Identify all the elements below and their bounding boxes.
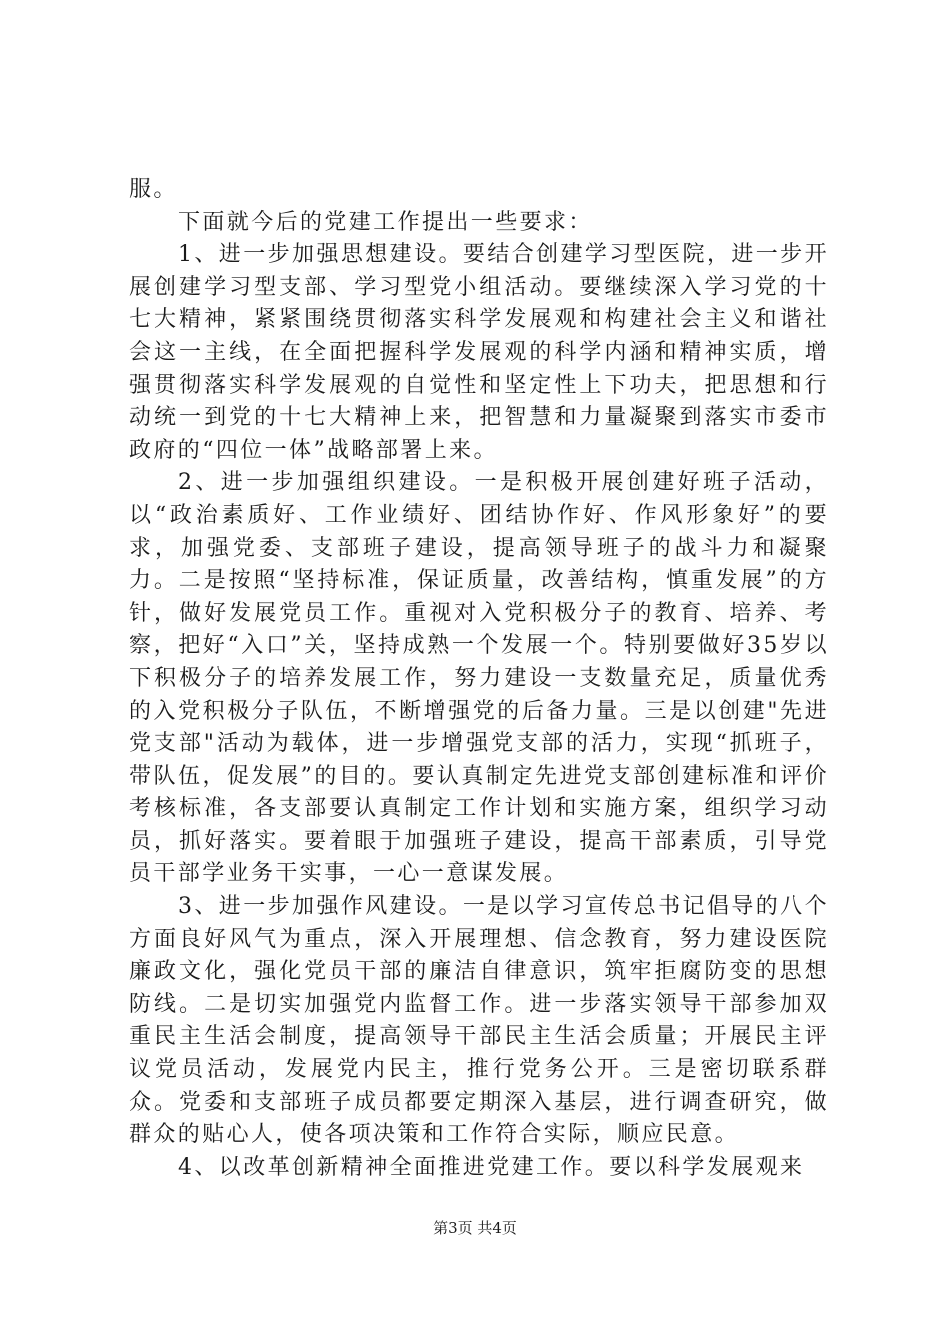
- document-body: [129, 174, 829, 1184]
- paragraph-continuation: 服。: [129, 177, 178, 202]
- paragraph-organizational-building: 2、进一步加强组织建设。一是积极开展创建好班子活动，以“政治素质好、工作业绩好、团结协作好、作风形象好”的要求，加强党委、支部班子建设，提高领导班子的战斗力和凝聚力。二是按照“坚持标准，保证质量，改善结构，慎重发展”的方针，做好发展党员工作。重视对入党积极分子的教育、培养、考察，把好“入口”关，坚持成熟一个发展一个。特别要做好35岁以下积极分子的培养发展工作，努力建设一支数量充足，质量优秀的入党积极分子队伍，不断增强党的后备力量。三是以创建"先进党支部"活动为载体，进一步增强党支部的活力，实现“抓班子，带队伍，促发展”的目的。要认真制定先进党支部创建标准和评价考核标准，各支部要认真制定工作计划和实施方案，组织学习动员，抓好落实。要着眼于加强班子建设，提高干部素质，引导党员干部学业务干实事，一心一意谋发展。: [129, 470, 829, 887]
- paragraph-intro: 下面就今后的党建工作提出一些要求：: [178, 209, 593, 235]
- paragraph-work-style-building: 3、进一步加强作风建设。一是以学习宣传总书记倡导的八个方面良好风气为重点，深入开展理想、信念教育，努力建设医院廉政文化，强化党员干部的廉洁自律意识，筑牢拒腐防变的思想防线。二是切实加强党内监督工作。进一步落实领导干部参加双重民主生活会制度，提高领导干部民主生活会质量；开展民主评议党员活动，发展党内民主，推行党务公开。三是密切联系群众。党委和支部班子成员都要定期深入基层，进行调查研究，做群众的贴心人，使各项决策和工作符合实际，顺应民意。: [129, 894, 829, 1148]
- paragraph-reform-innovation: 4、以改革创新精神全面推进党建工作。要以科学发展观来: [178, 1154, 805, 1180]
- page-number-footer: 第3页 共4页: [433, 1219, 517, 1237]
- paragraph-ideological-building: 1、进一步加强思想建设。要结合创建学习型医院，进一步开展创建学习型支部、学习型党小组活动。要继续深入学习党的十七大精神，紧紧围绕贯彻落实科学发展观和构建社会主义和谐社会这一主线，在全面把握科学发展观的科学内涵和精神实质，增强贯彻落实科学发展观的自觉性和坚定性上下功夫，把思想和行动统一到党的十七大精神上来，把智慧和力量凝聚到落实市委市政府的“四位一体”战略部署上来。: [129, 242, 829, 463]
